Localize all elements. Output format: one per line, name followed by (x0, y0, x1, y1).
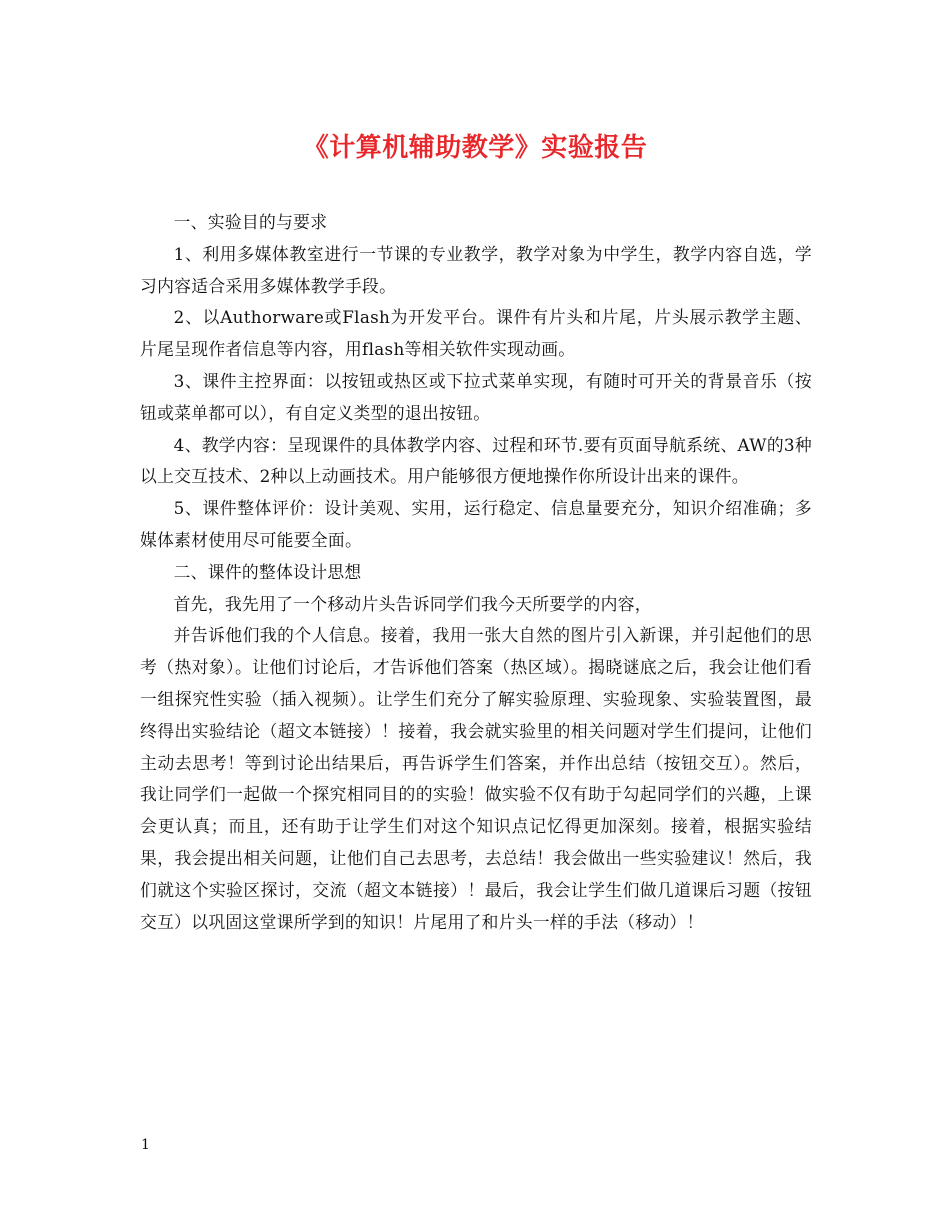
requirement-item-5: 5、课件整体评价：设计美观、实用，运行稳定、信息量要充分，知识介绍准确；多媒体素材使用尽可能要全面。 (140, 498, 812, 550)
design-paragraph-intro: 首先，我先用了一个移动片头告诉同学们我今天所要学的内容， (173, 593, 652, 614)
section-heading-design: 二、课件的整体设计思想 (173, 561, 362, 582)
section-heading-purpose: 一、实验目的与要求 (173, 212, 328, 232)
document-body (140, 207, 812, 938)
requirement-item-3: 3、课件主控界面：以按钮或热区或下拉式菜单实现，有随时可开关的背景音乐（按钮或菜单都可以），有自定义类型的退出按钮。 (140, 370, 812, 423)
requirement-item-4: 4、教学内容：呈现课件的具体教学内容、过程和环节.要有页面导航系统、AW的3种以上交互技术、2种以上动画技术。用户能够很方便地操作你所设计出来的课件。 (140, 434, 812, 487)
requirement-item-2: 2、以Authorware或Flash为开发平台。课件有片头和片尾，片头展示教学主题、片尾呈现作者信息等内容，用flash等相关软件实现动画。 (140, 307, 812, 360)
page-number: 1 (141, 1137, 150, 1153)
document-title: 《计算机辅助教学》实验报告 (302, 133, 648, 163)
requirement-item-1: 1、利用多媒体教室进行一节课的专业教学，教学对象为中学生，教学内容自选，学习内容适合采用多媒体教学手段。 (140, 243, 812, 296)
design-paragraph-body: 并告诉他们我的个人信息。接着，我用一张大自然的图片引入新课，并引起他们的思考（热对象）。让他们讨论后，才告诉他们答案（热区域）。揭晓谜底之后，我会让他们看一组探究性实验（插入视频）。让学生们充分了解实验原理、实验现象、实验装置图，最终得出实验结论（超文本链接）！接着，我会就实验里的相关问题对学生们提问，让他们主动去思考！等到讨论出结果后，再告诉学生们答案，并作出总结（按钮交互）。然后，我让同学们一起做一个探究相同目的的实验！做实验不仅有助于勾起同学们的兴趣，上课会更认真；而且，还有助于让学生们对这个知识点记忆得更加深刻。接着，根据实验结果，我会提出相关问题，让他们自己去思考，去总结！我会做出一些实验建议！然后，我们就这个实验区探讨，交流（超文本链接）！最后，我会让学生们做几道课后习题（按钮交互）以巩固这堂课所学到的知识！片尾用了和片头一样的手法（移动）！ (140, 625, 812, 932)
